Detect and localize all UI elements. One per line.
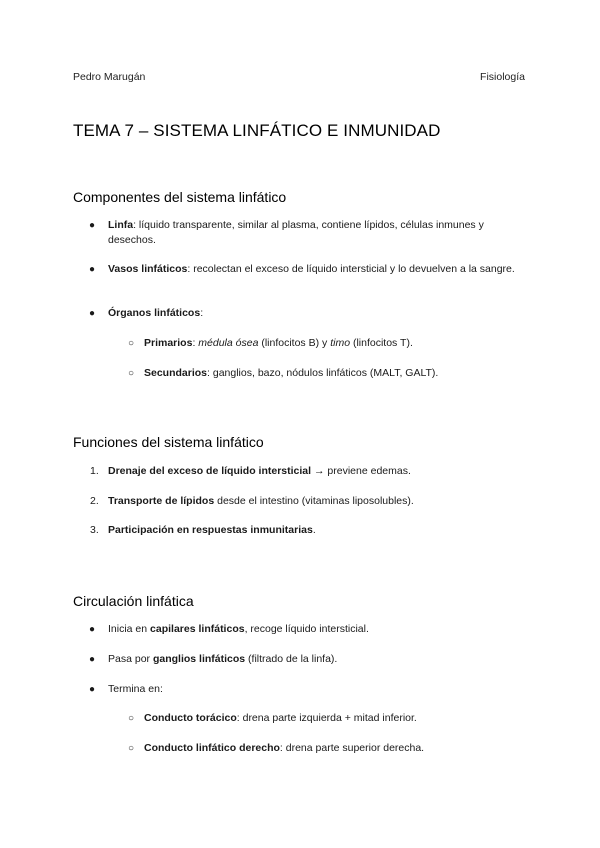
desc-conducto-toracico: : drena parte izquierda + mitad inferior. (236, 712, 417, 724)
sub-bullet-icon: ○ (128, 713, 135, 724)
desc-secundarios: : ganglios, bazo, nódulos linfáticos (MALT, GALT). (207, 367, 439, 379)
term-capilares: capilares linfáticos (150, 623, 245, 635)
list-item-vasos (108, 262, 518, 277)
term-vasos: Vasos linfáticos (108, 263, 188, 275)
term-conducto-derecho: Conducto linfático derecho (144, 742, 280, 754)
term-transporte: Transporte de lípidos (108, 495, 215, 507)
bullet-icon: ● (89, 308, 96, 319)
list-item-drenaje (108, 464, 518, 479)
section-heading-circulacion: Circulación linfática (73, 593, 194, 609)
list-number: 1. (90, 465, 99, 477)
list-item-organos (108, 306, 518, 321)
bullet-icon: ● (89, 624, 96, 635)
list-item-linfa (108, 218, 518, 248)
header-subject: Fisiología (480, 71, 525, 83)
sub-bullet-icon: ○ (128, 368, 135, 379)
sub-bullet-icon: ○ (128, 743, 135, 754)
bullet-icon: ● (89, 264, 96, 275)
section-heading-funciones: Funciones del sistema linfático (73, 434, 264, 450)
list-item-inicia (108, 622, 518, 637)
text-fragment: : (192, 337, 199, 349)
list-number: 3. (90, 524, 99, 536)
desc-linfa: : líquido transparente, similar al plasma, contiene lípidos, células inmunes y desechos. (108, 219, 484, 246)
list-item-primarios (144, 336, 524, 351)
term-secundarios: Secundarios (144, 367, 208, 379)
list-item-conducto-derecho (144, 741, 524, 756)
term-medula-osea: médula ósea (198, 337, 259, 349)
list-number: 2. (90, 495, 99, 507)
sub-bullet-icon: ○ (128, 338, 135, 349)
list-item-transporte (108, 494, 518, 509)
desc-organos: : (200, 307, 204, 319)
desc-drenaje: → previene edemas. (311, 465, 411, 477)
term-primarios: Primarios (144, 337, 193, 349)
text-fragment: Inicia en (108, 623, 151, 635)
text-fragment: , recoge líquido intersticial. (244, 623, 369, 635)
list-item-participacion (108, 523, 518, 538)
list-item-termina: Termina en: (108, 683, 163, 695)
list-item-secundarios (144, 366, 524, 381)
desc-vasos: : recolectan el exceso de líquido intersticial y lo devuelven a la sangre. (187, 263, 515, 275)
term-conducto-toracico: Conducto torácico (144, 712, 237, 724)
term-timo: timo (330, 337, 351, 349)
text-fragment: (linfocitos B) y (258, 337, 331, 349)
term-linfa: Linfa (108, 219, 134, 231)
desc-participacion: . (312, 524, 316, 536)
header-author: Pedro Marugán (73, 71, 146, 83)
term-participacion: Participación en respuestas inmunitarias (108, 524, 313, 536)
term-ganglios: ganglios linfáticos (152, 653, 246, 665)
section-heading-componentes: Componentes del sistema linfático (73, 189, 287, 205)
term-organos: Órganos linfáticos (108, 307, 201, 319)
text-fragment: (linfocitos T). (350, 337, 413, 349)
list-item-pasa (108, 652, 518, 667)
list-item-conducto-toracico (144, 711, 524, 726)
desc-conducto-derecho: : drena parte superior derecha. (279, 742, 425, 754)
bullet-icon: ● (89, 220, 96, 231)
text-fragment: (filtrado de la linfa). (245, 653, 338, 665)
bullet-icon: ● (89, 654, 96, 665)
desc-transporte: desde el intestino (vitaminas liposolubles). (214, 495, 414, 507)
text-fragment: Pasa por (108, 653, 153, 665)
bullet-icon: ● (89, 684, 96, 695)
term-drenaje: Drenaje del exceso de líquido intersticial (108, 465, 312, 477)
page-title: TEMA 7 – SISTEMA LINFÁTICO E INMUNIDAD (73, 121, 441, 140)
